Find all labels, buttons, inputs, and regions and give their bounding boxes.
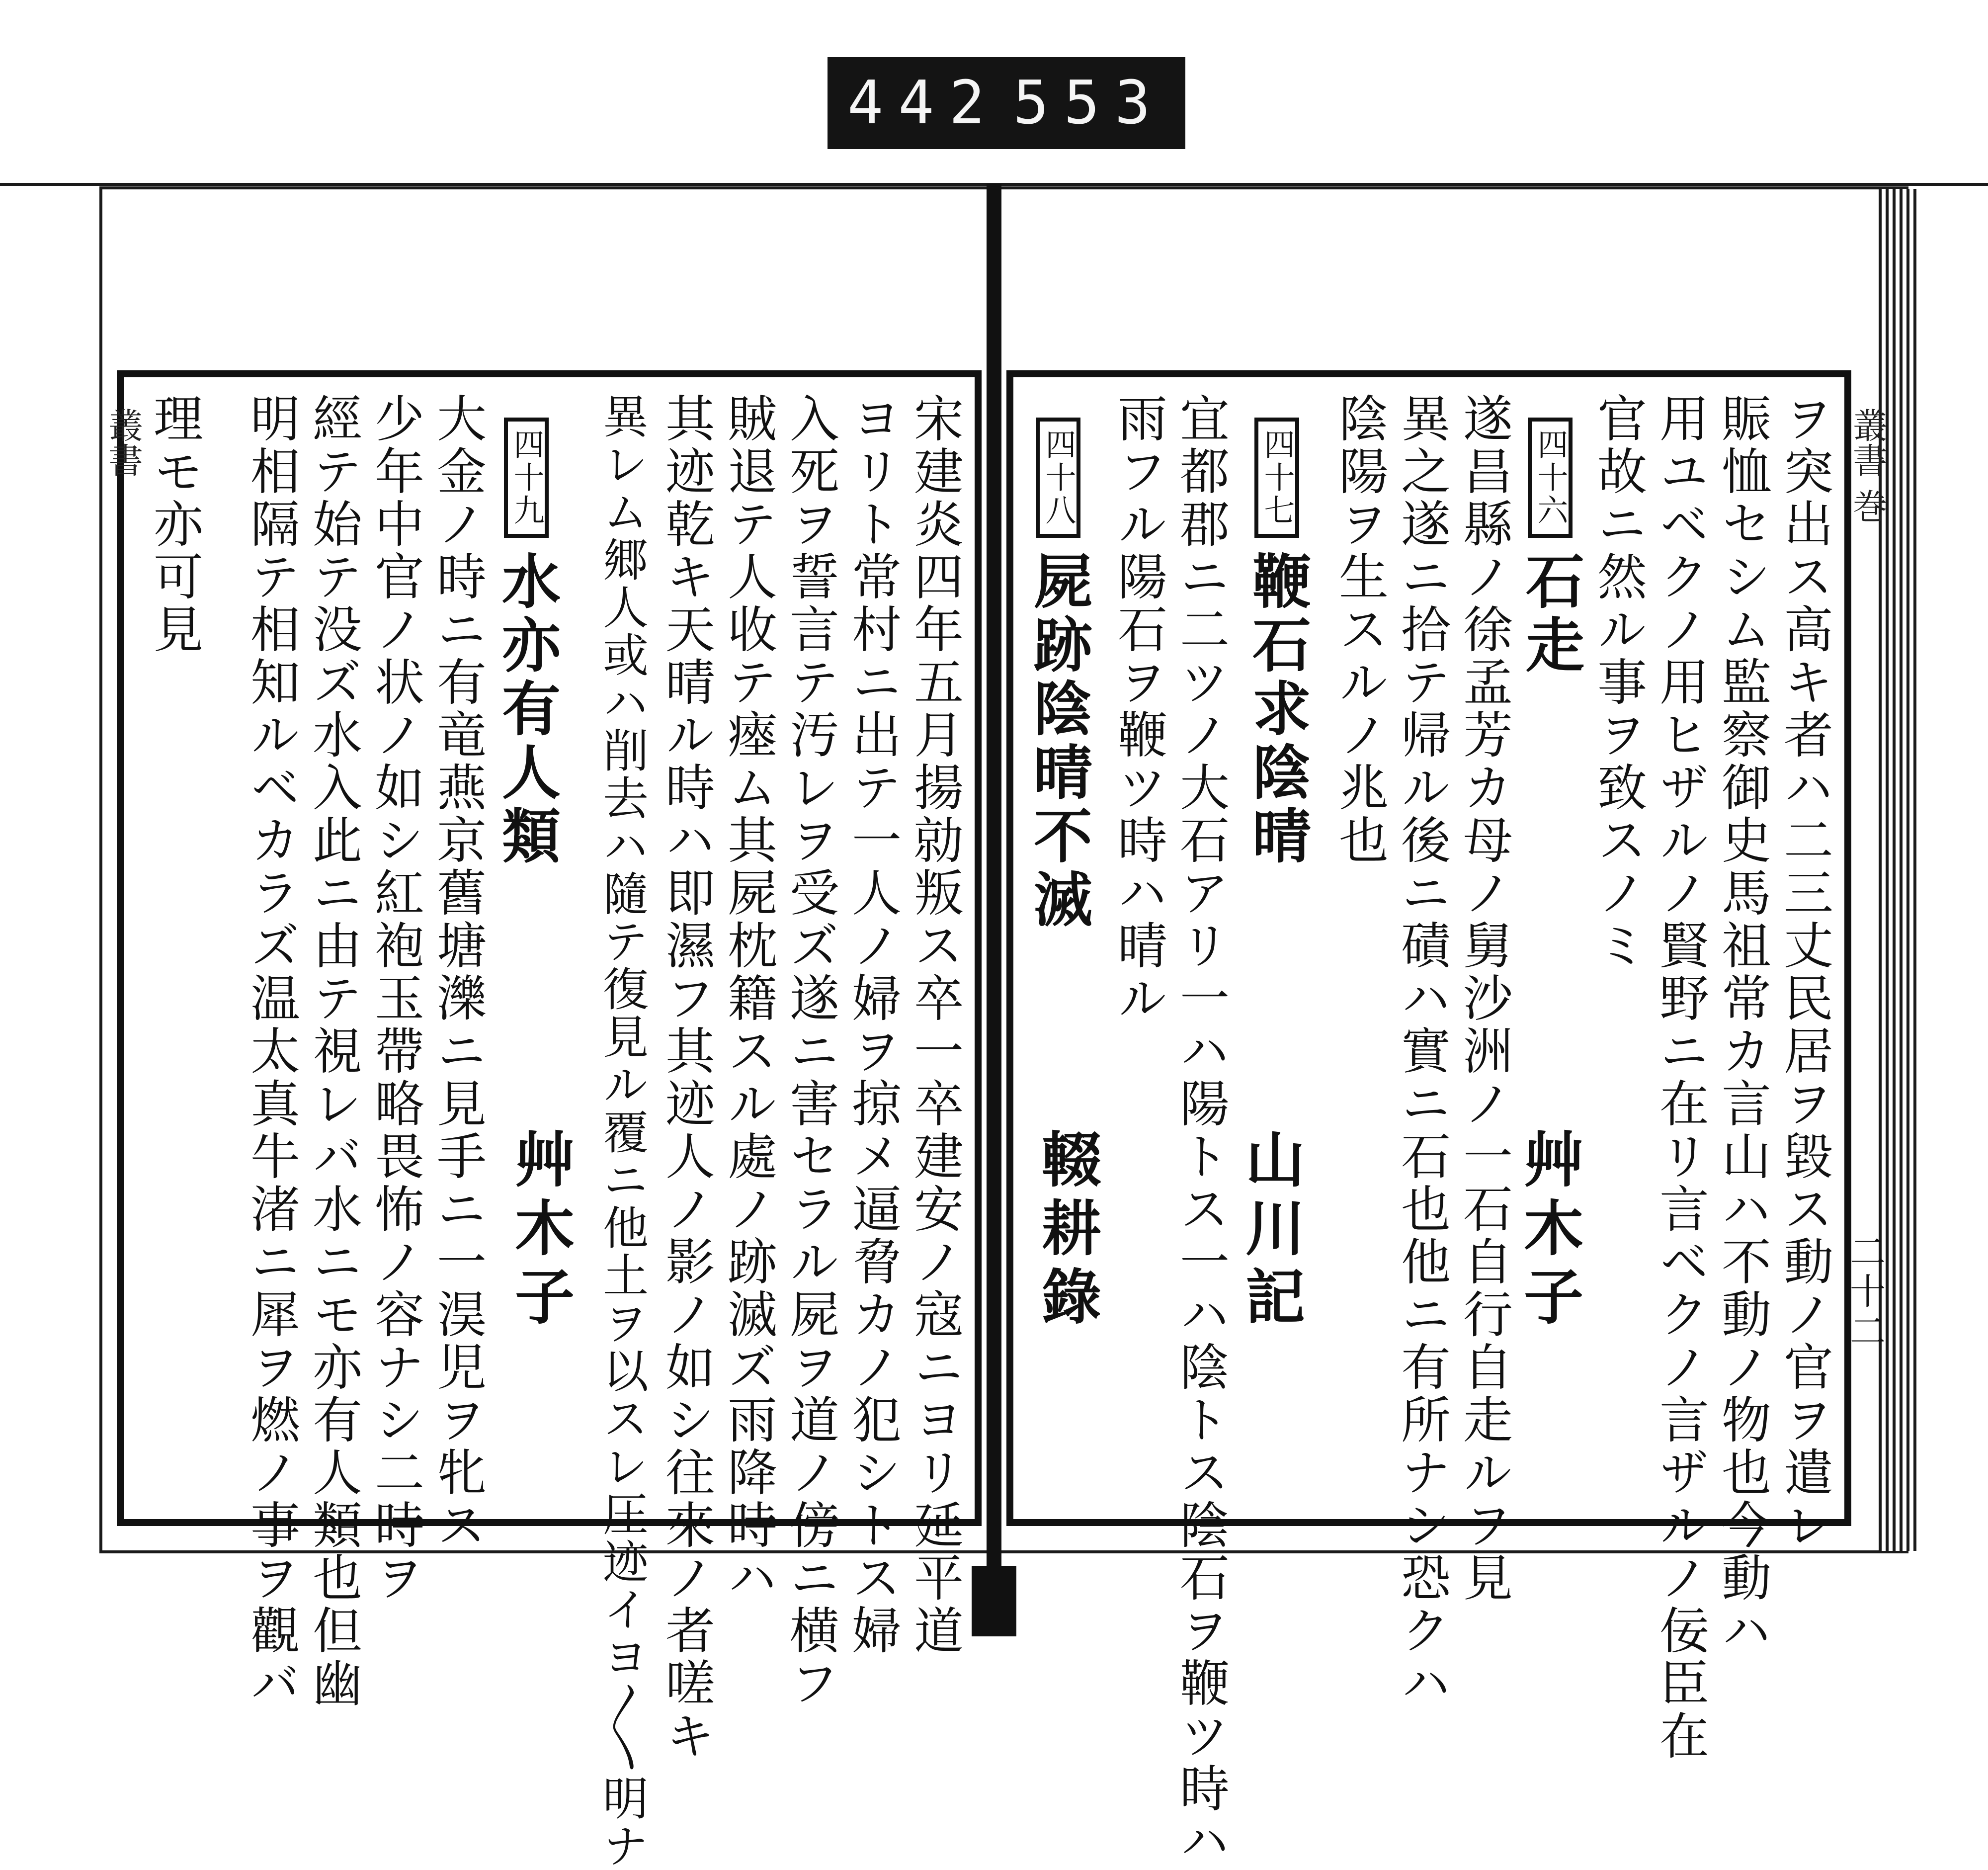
- section-49-line-1: 大金ノ時ニ有竜燕京舊塘濼ニ見手ニ一淏児ヲ牝ス: [428, 393, 487, 1552]
- section-49-line-3: 經テ始テ没ズ水入此ニ由テ視レバ水ニモ亦有人類也但幽: [304, 393, 362, 1710]
- section-49-number: 四十九: [504, 418, 549, 538]
- left-body-line-3: 入死ヲ誓言テ汚レヲ受ズ遂ニ害セラル屍ヲ道ノ傍ニ横フ: [781, 393, 839, 1710]
- right-cont-line-3: 用ユベクノ用ヒザルノ賢野ニ在リ言ベクノ言ザルノ佞臣在: [1651, 393, 1709, 1763]
- section-49-line-5: 理モ亦可見: [145, 393, 203, 656]
- section-49-line-4: 明相隔テ相知ルベカラズ温太真牛渚ニ犀ヲ燃ノ事ヲ觀バ: [242, 393, 300, 1710]
- section-49-source: 艸木子: [505, 1128, 575, 1334]
- section-48-number: 四十八: [1036, 418, 1080, 538]
- left-body-line-2: ヨリト常村ニ出テ一人ノ婦ヲ掠メ逼脅カノ犯シトス婦: [843, 393, 902, 1657]
- section-47-source: 山川記: [1236, 1128, 1306, 1334]
- section-49-line-2: 少年中官ノ状ノ如シ紅袍玉帶略畏怖ノ容ナシ二時ヲ: [366, 393, 424, 1605]
- left-body-line-4: 賊退テ人收テ瘞ム其屍枕籍スル處ノ跡滅ズ雨降時ハ: [719, 393, 777, 1605]
- section-46-source: 艸木子: [1514, 1128, 1584, 1334]
- right-cont-line-4: 官故ニ然ル事ヲ致スノミ: [1589, 393, 1647, 972]
- film-number-right: 553: [1013, 69, 1165, 138]
- right-cont-line-1: ヲ突出ス高キ者ハ二三丈民居ヲ毀ス動ノ官ヲ遣レ: [1775, 393, 1833, 1552]
- section-48-heading: [1024, 418, 1093, 933]
- section-47-number: 四十七: [1254, 418, 1299, 538]
- section-49-title: 水亦有人類: [492, 551, 561, 869]
- right-cont-line-2: 賑恤セシム監察御史馬祖常カ言山ハ不動ノ物也今動ハ: [1713, 393, 1771, 1657]
- left-body-line-5: 其迹乾キ天晴ル時ハ即濕フ其迹人ノ影ノ如シ往來ノ者嗟キ: [657, 393, 715, 1763]
- section-47-line-2: 雨フル陽石ヲ鞭ツ時ハ晴ル: [1109, 393, 1167, 1025]
- book-spine: [987, 184, 1001, 1635]
- section-49-heading: [492, 418, 561, 869]
- folio-number: 二十二: [1844, 1233, 1886, 1352]
- section-46-heading: [1516, 418, 1585, 678]
- section-46-line-2: 異之遂ニ拾テ帰ル後ニ磧ハ實ニ石也他ニ有所ナシ恐クハ: [1393, 393, 1451, 1710]
- right-gutter-title: 叢書 巻: [1847, 408, 1888, 523]
- left-gutter-title: 叢書: [102, 408, 144, 477]
- spine-binding: [972, 1566, 1016, 1636]
- left-body-line-1: 宋建炎四年五月揚勍叛ス卒一卒建安ノ寇ニヨリ延平道: [906, 393, 964, 1657]
- section-47-title: 鞭石求陰晴: [1242, 551, 1312, 869]
- section-46-line-3: 陰陽ヲ生スルノ兆也: [1330, 393, 1389, 867]
- film-frame-label: [828, 57, 1185, 149]
- section-47-heading: [1242, 418, 1312, 869]
- section-46-line-1: 遂昌縣ノ徐孟芳カ母ノ舅沙洲ノ一石自行自走ルヲ見: [1455, 393, 1513, 1605]
- section-48-title: 屍跡陰晴不滅: [1024, 551, 1093, 933]
- left-body-line-6: 異レム郷人或ハ削去ハ隨テ復見ル覆ニ他土ヲ以スレ圧迹イヨ〳〵明ナ: [595, 393, 649, 1870]
- film-number-left: 442: [847, 69, 1000, 138]
- section-46-title: 石走: [1516, 551, 1585, 678]
- section-48-source: 輟耕錄: [1032, 1128, 1102, 1334]
- section-47-line-1: 宜都郡ニ二ツノ大石アリ一ハ陽トス一ハ陰トス陰石ヲ鞭ツ時ハ: [1171, 393, 1230, 1868]
- section-46-number: 四十六: [1528, 418, 1573, 538]
